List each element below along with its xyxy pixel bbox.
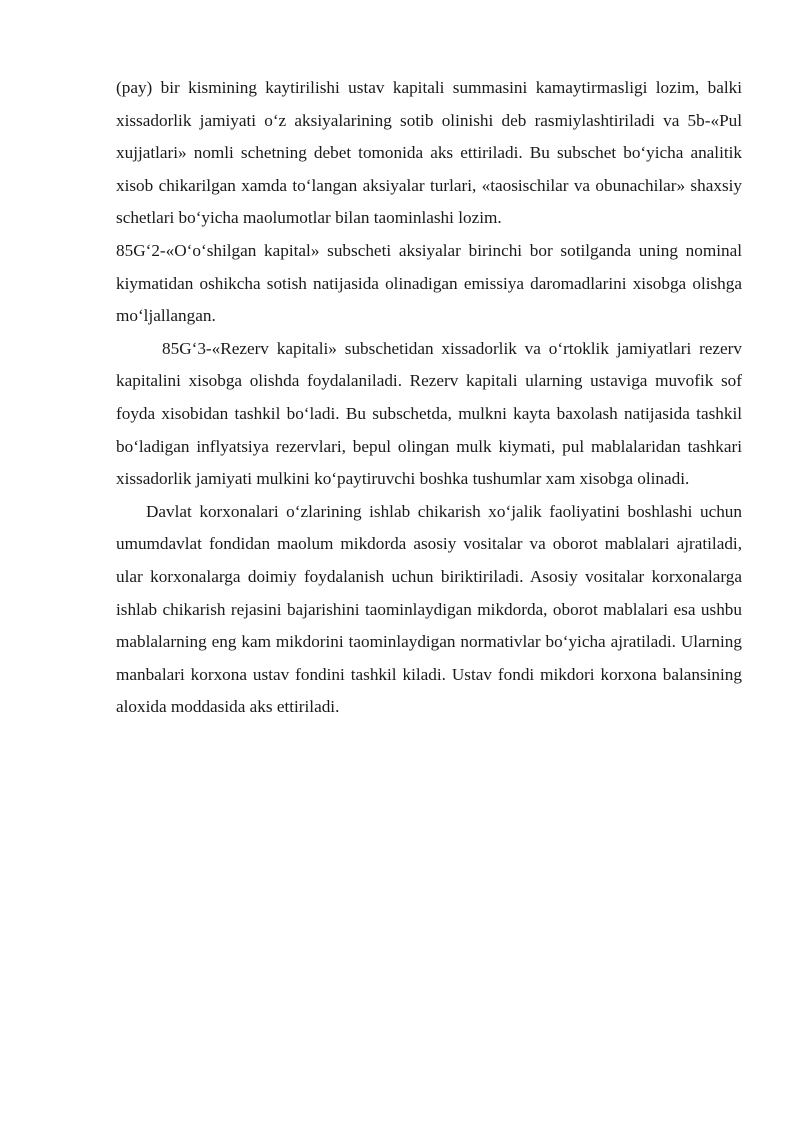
- paragraph-state-enterprises: Davlat korxonalari o‘zlarining ishlab chikarish xo‘jalik faoliyatini boshlashi uchun umumdavlat fondidan maolum mikdorda asosiy vositalar va oborot mablalari ajratiladi, ular korxonalarga doimiy foydalanish uchun biriktiriladi. Asosiy vositalar korxonalarga ishlab chikarish rejasini bajarishini taominlaydigan mikdorda, oborot mablalari esa ushbu mablalarning eng kam mikdorini taominlaydigan normativlar bo‘yicha ajratiladi. Ularning manbalari korxona ustav fondini tashkil kiladi. Ustav fondi mikdori korxona balansining aloxida moddasida aks ettiriladi.: [116, 501, 742, 717]
- paragraph-reserve-capital: 85G‘3-«Rezerv kapitali» subschetidan xissadorlik va o‘rtoklik jamiyatlari rezerv kapitalini xisobga olishda foydalaniladi. Rezerv kapitali ularning ustaviga muvofik sof foyda xisobidan tashkil bo‘ladi. Bu subschetda, mulkni kayta baxolash natijasida tashkil bo‘ladigan inflyatsiya rezervlari, bepul olingan mulk kiymati, pul mablalaridan tashkari xissadorlik jamiyati mulkini ko‘paytiruvchi boshka tushumlar xam xisobga olinadi.: [116, 338, 742, 489]
- paragraph-added-capital: 85G‘2-«O‘o‘shilgan kapital» subscheti aksiyalar birinchi bor sotilganda uning nominal kiymatidan oshikcha sotish natijasida olinadigan emissiya daromadlarini xisobga olishga mo‘ljallangan.: [116, 240, 742, 326]
- paragraph-pay-return: (pay) bir kismining kaytirilishi ustav kapitali summasini kamaytirmasligi lozim, balki xissadorlik jamiyati o‘z aksiyalarining sotib olinishi deb rasmiylashtiriladi va 5b-«Pul xujjatlari» nomli schetning debet tomonida aks ettiriladi. Bu subschet bo‘yicha analitik xisob chikarilgan xamda to‘langan aksiyalar turlari, «taosischilar va obunachilar» shaxsiy schetlari bo‘yicha maolumotlar bilan taominlashi lozim.: [116, 78, 742, 228]
- document-body: [116, 72, 742, 724]
